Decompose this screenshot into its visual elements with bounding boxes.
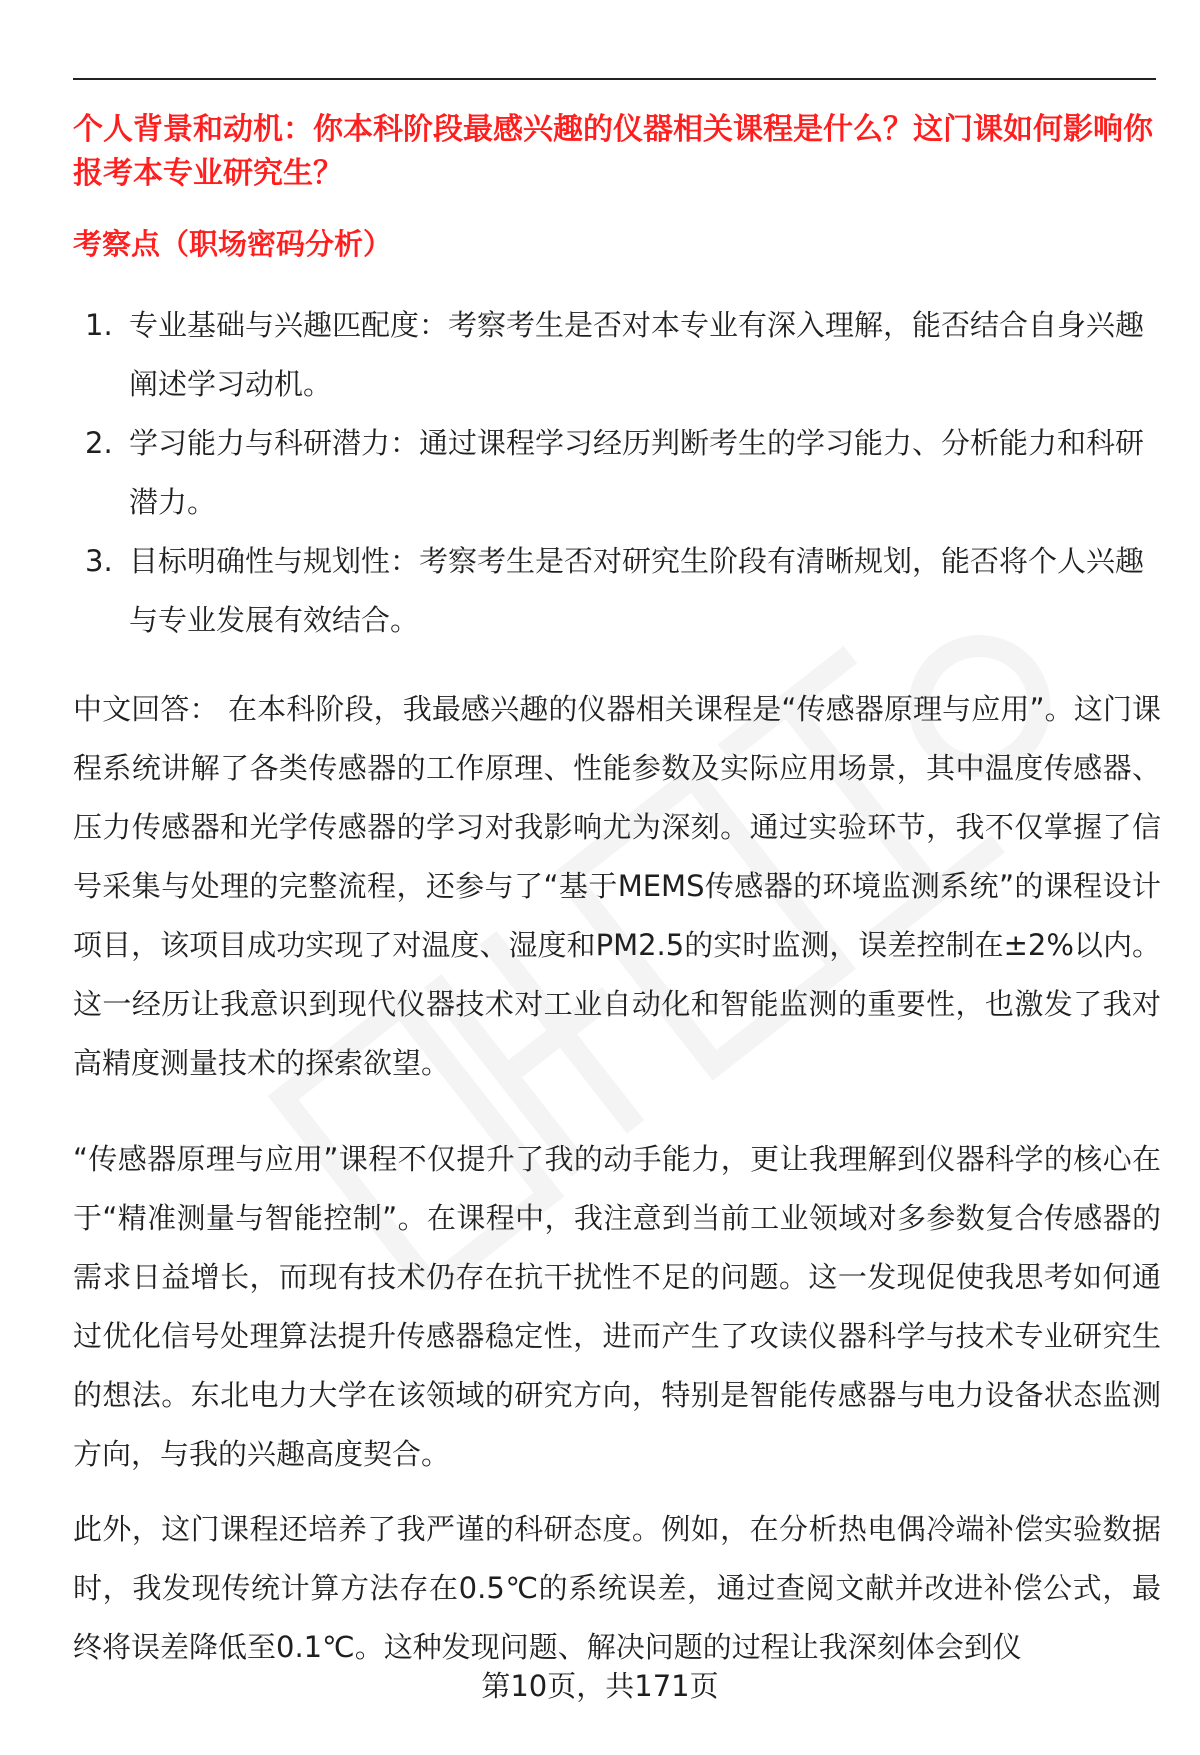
assessment-points-heading: 考察点（职场密码分析） bbox=[73, 227, 393, 261]
list-item-text: 专业基础与兴趣匹配度：考察考生是否对本专业有深入理解，能否结合自身兴趣阐述学习动机。 bbox=[129, 308, 1145, 401]
page-number-footer: 第10页，共171页 bbox=[0, 1666, 1200, 1706]
answer-paragraph-2: “传感器原理与应用”课程不仅提升了我的动手能力，更让我理解到仪器科学的核心在于“精准测量与智能控制”。在课程中，我注意到当前工业领域对多参数复合传感器的需求日益增长，而现有技术仍存在抗干扰性不足的问题。这一发现促使我思考如何通过优化信号处理算法提升传感器稳定性，进而产生了攻读仪器科学与技术专业研究生的想法。东北电力大学在该领域的研究方向，特别是智能传感器与电力设备状态监测方向，与我的兴趣高度契合。 bbox=[73, 1142, 1161, 1471]
answer-paragraph-1: 中文回答： 在本科阶段，我最感兴趣的仪器相关课程是“传感器原理与应用”。这门课程系统讲解了各类传感器的工作原理、性能参数及实际应用场景，其中温度传感器、压力传感器和光学传感器的学习对我影响尤为深刻。通过实验环节，我不仅掌握了信号采集与处理的完整流程，还参与了“基于MEMS传感器的环境监测系统”的课程设计项目，该项目成功实现了对温度、湿度和PM2.5的实时监测，误差控制在±2%以内。这一经历让我意识到现代仪器技术对工业自动化和智能监测的重要性，也激发了我对高精度测量技术的探索欲望。 bbox=[73, 692, 1161, 1080]
list-item-number: 2. bbox=[85, 426, 113, 460]
answer-paragraph-3: 此外，这门课程还培养了我严谨的科研态度。例如，在分析热电偶冷端补偿实验数据时，我发现传统计算方法存在0.5℃的系统误差，通过查阅文献并改进补偿公式，最终将误差降低至0.1℃。这种发现问题、解决问题的过程让我深刻体会到仪 bbox=[73, 1512, 1161, 1664]
list-item bbox=[73, 532, 1158, 650]
list-item-text: 目标明确性与规划性：考察考生是否对研究生阶段有清晰规划，能否将个人兴趣与专业发展有效结合。 bbox=[129, 544, 1145, 637]
list-item-number: 3. bbox=[85, 544, 113, 578]
list-item-number: 1. bbox=[85, 308, 113, 342]
top-rule bbox=[73, 78, 1156, 80]
list-item bbox=[73, 296, 1158, 414]
list-item bbox=[73, 414, 1158, 532]
list-item-text: 学习能力与科研潜力：通过课程学习经历判断考生的学习能力、分析能力和科研潜力。 bbox=[129, 426, 1145, 519]
question-heading: 个人背景和动机：你本科阶段最感兴趣的仪器相关课程是什么？这门课如何影响你报考本专业研究生？ bbox=[73, 112, 1153, 191]
assessment-points-list bbox=[73, 296, 1158, 650]
